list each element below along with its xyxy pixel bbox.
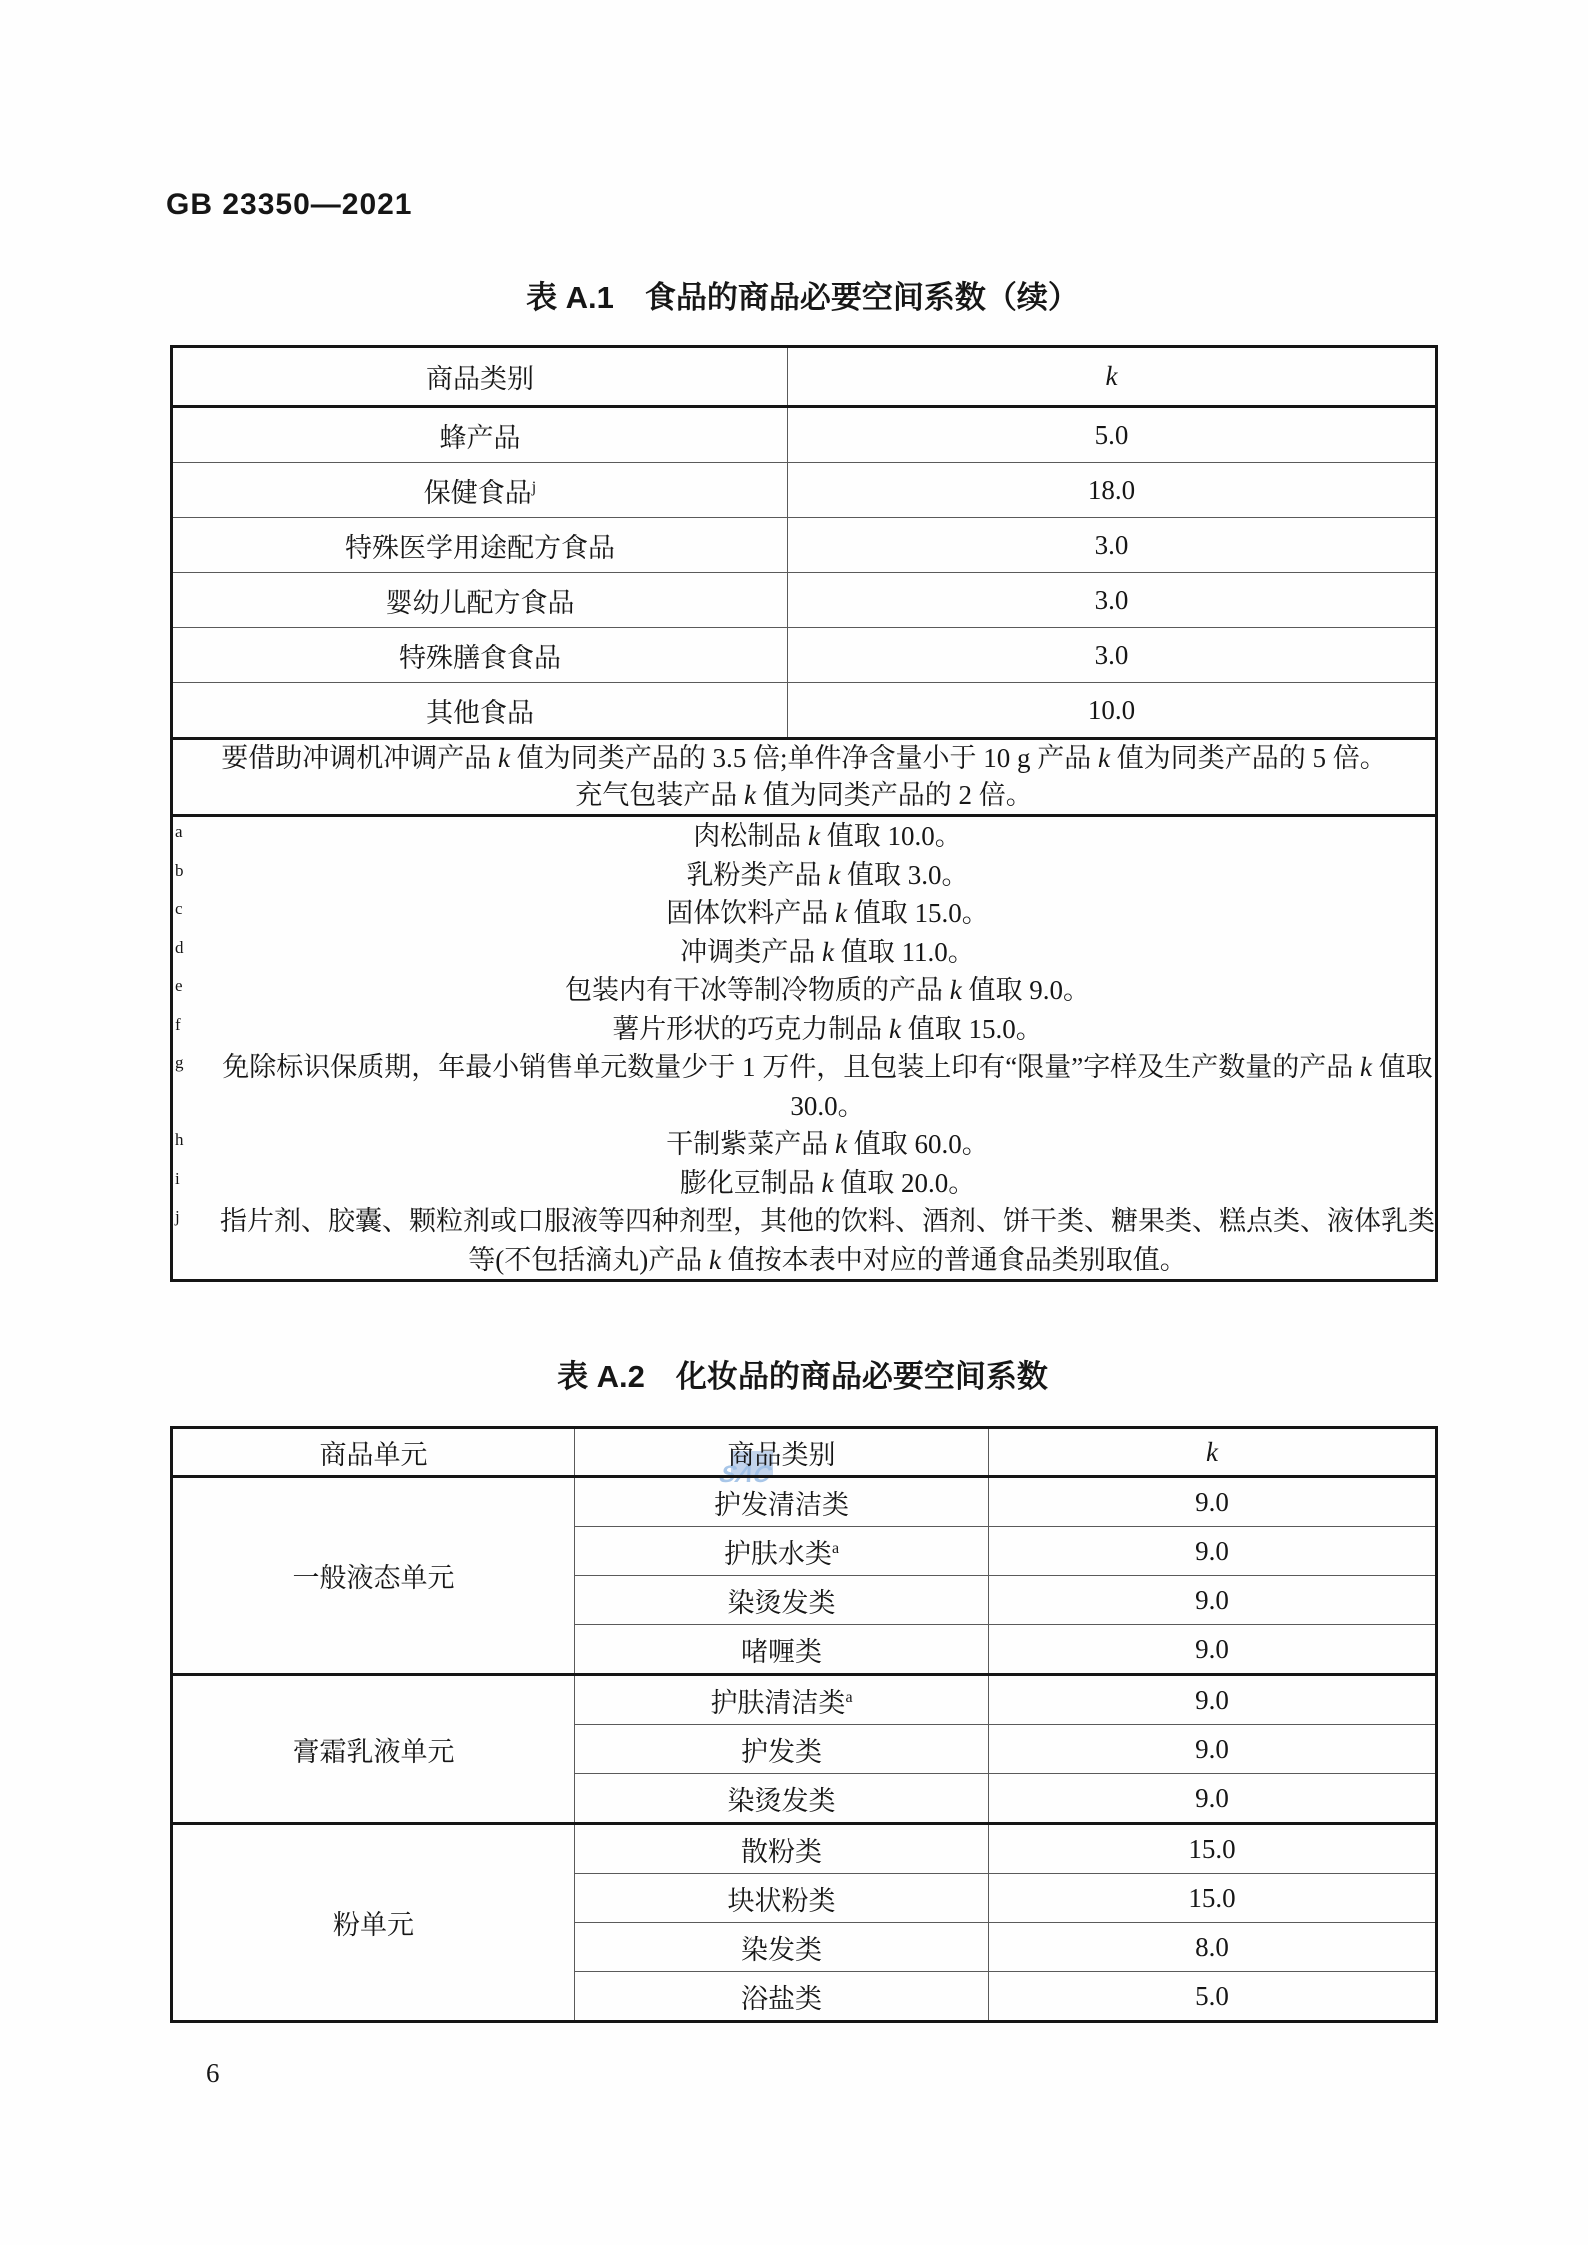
k-value-cell: 9.0 bbox=[989, 1625, 1437, 1675]
footnote-item bbox=[173, 971, 1435, 1010]
k-value-cell: 10.0 bbox=[788, 683, 1437, 739]
category-cell: 婴幼儿配方食品 bbox=[172, 573, 788, 628]
table-a2-row bbox=[172, 1675, 1437, 1725]
footnote-item bbox=[173, 1010, 1435, 1049]
category-cell: 散粉类 bbox=[575, 1824, 989, 1874]
k-value-cell: 9.0 bbox=[989, 1477, 1437, 1527]
table-a2-col-category: 商品类别 bbox=[575, 1428, 989, 1477]
table-a1-row bbox=[172, 463, 1437, 518]
k-value-cell: 9.0 bbox=[989, 1576, 1437, 1625]
category-cell: 特殊膳食食品 bbox=[172, 628, 788, 683]
table-a1-row bbox=[172, 683, 1437, 739]
k-value-cell: 9.0 bbox=[989, 1675, 1437, 1725]
table-a2-title: 表 A.2 化妆品的商品必要空间系数 bbox=[557, 1359, 1048, 1394]
footnote-marker: f bbox=[175, 1014, 181, 1034]
table-a2-col-k: k bbox=[989, 1428, 1437, 1477]
category-cell: 护发类 bbox=[575, 1725, 989, 1774]
footnote-item bbox=[173, 894, 1435, 933]
k-value-cell: 3.0 bbox=[788, 573, 1437, 628]
category-cell: 浴盐类 bbox=[575, 1972, 989, 2022]
category-cell: 染烫发类 bbox=[575, 1774, 989, 1824]
category-cell: 啫喱类 bbox=[575, 1625, 989, 1675]
unit-cell: 粉单元 bbox=[172, 1824, 575, 2022]
sac-watermark-text: SAC bbox=[717, 1461, 774, 1488]
footnote-item bbox=[173, 1202, 1435, 1279]
category-cell: 特殊医学用途配方食品 bbox=[172, 518, 788, 573]
table-a1-col-k: k bbox=[788, 347, 1437, 407]
note-line: 要借助冲调机冲调产品 k 值为同类产品的 3.5 倍;单件净含量小于 10 g 产品 k 值为同类产品的 5 倍。 bbox=[221, 743, 1387, 773]
footnote-text: 指片剂、胶囊、颗粒剂或口服液等四种剂型，其他的饮料、酒剂、饼干类、糖果类、糕点类、液体乳类等(不包括滴丸)产品 k 值按本表中对应的普通食品类别取值。 bbox=[220, 1206, 1435, 1275]
footnote-text: 冲调类产品 k 值取 11.0。 bbox=[680, 936, 975, 967]
footnote-text: 膨化豆制品 k 值取 20.0。 bbox=[679, 1167, 976, 1198]
footnote-text: 免除标识保质期，年最小销售单元数量少于 1 万件，且包装上印有“限量”字样及生产数量的产品 k 值取 30.0。 bbox=[222, 1052, 1433, 1121]
table-a2-row bbox=[172, 1477, 1437, 1527]
table-a1-header-row bbox=[172, 347, 1437, 407]
k-value-cell: 5.0 bbox=[989, 1972, 1437, 2022]
k-value-cell: 15.0 bbox=[989, 1874, 1437, 1923]
category-cell: 护肤水类$^a$ bbox=[575, 1527, 989, 1576]
table-a2-row bbox=[172, 1824, 1437, 1874]
footnote-item bbox=[173, 856, 1435, 895]
category-cell: 块状粉类 bbox=[575, 1874, 989, 1923]
note-cell bbox=[172, 739, 1437, 816]
footnote-item bbox=[173, 817, 1435, 856]
table-a2-header-row bbox=[172, 1428, 1437, 1477]
k-value-cell: 9.0 bbox=[989, 1774, 1437, 1824]
table-a1-row bbox=[172, 518, 1437, 573]
category-cell: 其他食品 bbox=[172, 683, 788, 739]
footnote-marker: j bbox=[175, 1207, 180, 1226]
footnote-item bbox=[173, 1164, 1435, 1203]
category-cell: 保健食品$^j$ bbox=[172, 463, 788, 518]
footnote-text: 包装内有干冰等制冷物质的产品 k 值取 9.0。 bbox=[565, 975, 1090, 1005]
footnote-marker: i bbox=[175, 1168, 180, 1188]
k-value-cell: 8.0 bbox=[989, 1923, 1437, 1972]
table-a2-col-unit: 商品单元 bbox=[172, 1428, 575, 1477]
k-value-cell: 5.0 bbox=[788, 407, 1437, 463]
footnote-marker: e bbox=[175, 976, 183, 995]
footnote-text: 干制紫菜产品 k 值取 60.0。 bbox=[666, 1129, 989, 1159]
table-a2 bbox=[170, 1426, 1438, 2023]
unit-cell: 一般液态单元 bbox=[172, 1477, 575, 1675]
category-cell: 染烫发类 bbox=[575, 1576, 989, 1625]
k-value-cell: 3.0 bbox=[788, 518, 1437, 573]
table-a1-footnotes-row bbox=[172, 816, 1437, 1281]
k-value-cell: 9.0 bbox=[989, 1527, 1437, 1576]
category-cell: 染发类 bbox=[575, 1923, 989, 1972]
table-a1-note-row bbox=[172, 739, 1437, 816]
page-number: 6 bbox=[206, 2058, 220, 2088]
k-value-cell: 18.0 bbox=[788, 463, 1437, 518]
k-value-cell: 15.0 bbox=[989, 1824, 1437, 1874]
table-a1-row bbox=[172, 573, 1437, 628]
table-a1 bbox=[170, 345, 1438, 1282]
footnote-item bbox=[173, 1048, 1435, 1125]
note-line: 充气包装产品 k 值为同类产品的 2 倍。 bbox=[575, 780, 1033, 810]
footnote-text: 乳粉类产品 k 值取 3.0。 bbox=[686, 859, 969, 890]
footnote-marker: h bbox=[175, 1130, 184, 1149]
category-cell: 蜂产品 bbox=[172, 407, 788, 463]
table-a1-title: 表 A.1 食品的商品必要空间系数（续） bbox=[526, 280, 1079, 315]
k-value-cell: 3.0 bbox=[788, 628, 1437, 683]
standard-code: GB 23350—2021 bbox=[166, 188, 413, 221]
table-a1-row bbox=[172, 407, 1437, 463]
footnote-text: 固体饮料产品 k 值取 15.0。 bbox=[666, 898, 989, 928]
unit-cell: 膏霜乳液单元 bbox=[172, 1675, 575, 1824]
table-a1-row bbox=[172, 628, 1437, 683]
footnote-item bbox=[173, 1125, 1435, 1164]
footnote-marker: c bbox=[175, 899, 183, 918]
category-cell: 护发清洁类 bbox=[575, 1477, 989, 1527]
footnote-text: 肉松制品 k 值取 10.0。 bbox=[693, 821, 962, 851]
footnote-marker: g bbox=[175, 1053, 184, 1072]
footnote-marker: a bbox=[175, 822, 183, 841]
footnote-marker: b bbox=[175, 860, 184, 880]
table-a1-col-category: 商品类别 bbox=[172, 347, 788, 407]
footnote-item bbox=[173, 933, 1435, 972]
footnote-marker: d bbox=[175, 937, 184, 957]
category-cell: 护肤清洁类$^a$ bbox=[575, 1675, 989, 1725]
footnotes-cell bbox=[172, 816, 1437, 1281]
footnote-text: 薯片形状的巧克力制品 k 值取 15.0。 bbox=[612, 1013, 1043, 1044]
k-value-cell: 9.0 bbox=[989, 1725, 1437, 1774]
